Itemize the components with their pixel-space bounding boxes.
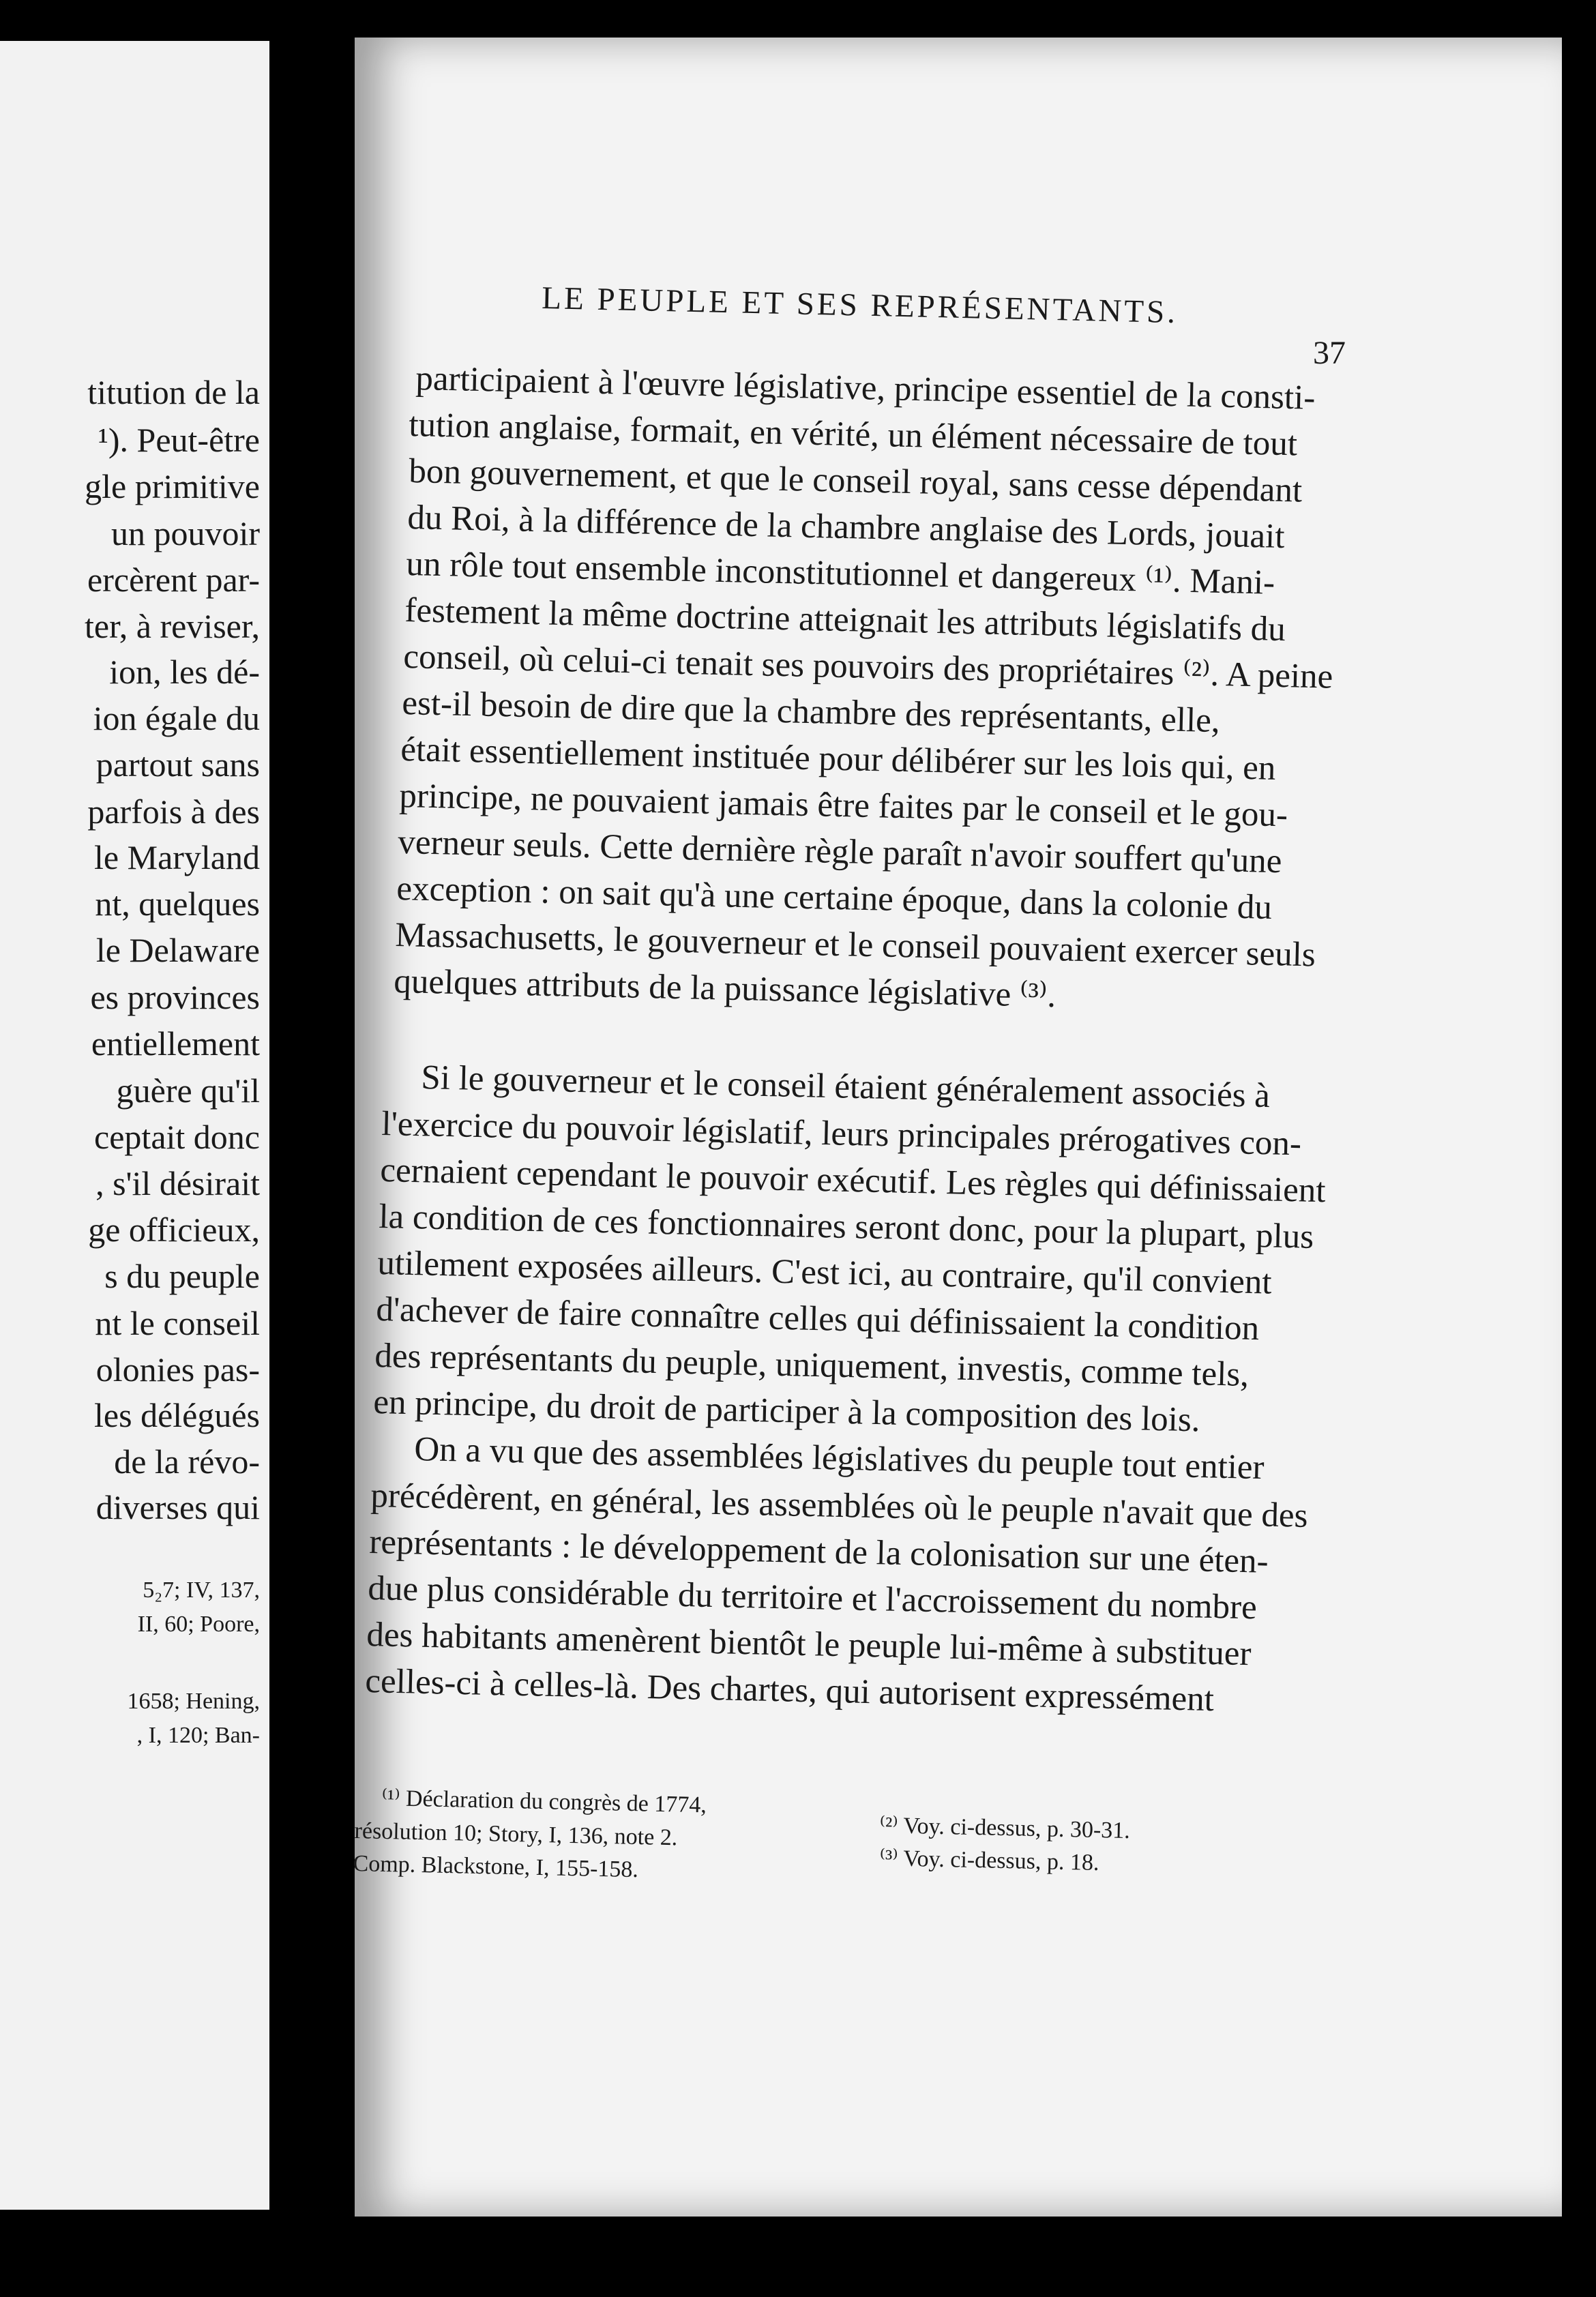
left-page-line: ¹). Peut-être xyxy=(98,421,260,459)
left-page-line: ge officieux, xyxy=(88,1211,260,1249)
text-line: verneur seuls. Cette dernière règle paraît n'avoir souffert qu'une xyxy=(397,823,1282,881)
left-page-line: nt, quelques xyxy=(95,885,260,923)
text-line: conseil, où celui-ci tenait ses pouvoirs des propriétaires ⁽²⁾. A peine xyxy=(402,638,1333,696)
footnote-line: ⁽²⁾ Voy. ci-dessus, p. 30-31. xyxy=(879,1813,1131,1844)
running-header: LE PEUPLE ET SES REPRÉSENTANTS. xyxy=(541,280,1179,331)
left-page-line: les délégués xyxy=(94,1396,260,1434)
text-line: des habitants amenèrent bientôt le peuple lui-même à substituer xyxy=(366,1616,1252,1674)
left-page-line: s du peuple xyxy=(104,1257,260,1295)
left-page-line: guère qu'il xyxy=(116,1071,260,1110)
text-line: tution anglaise, formait, en vérité, un élément nécessaire de tout xyxy=(408,406,1298,464)
left-page-line: parfois à des xyxy=(87,792,260,831)
text-line: festement la même doctrine atteignait les attributs législatifs du xyxy=(404,591,1286,649)
text-line: la condition de ces fonctionnaires seront donc, pour la plupart, plus xyxy=(378,1198,1314,1256)
text-line: exception : on sait qu'à une certaine époque, dans la colonie du xyxy=(396,870,1273,927)
text-line: d'achever de faire connaître celles qui définissaient la condition xyxy=(375,1290,1260,1348)
left-page-line: olonies pas- xyxy=(95,1350,260,1389)
left-page-line: ion, les dé- xyxy=(109,653,260,691)
left-page-footnote: II, 60; Poore, xyxy=(137,1612,260,1637)
text-line: participaient à l'œuvre législative, principe essentiel de la consti- xyxy=(415,359,1316,417)
footnote-line: ⁽¹⁾ Déclaration du congrès de 1774, xyxy=(381,1785,707,1818)
left-page-line: , s'il désirait xyxy=(95,1164,260,1202)
text-line: Massachusetts, le gouverneur et le conseil pouvaient exercer seuls xyxy=(394,916,1316,975)
left-page-line: ion égale du xyxy=(93,699,260,737)
left-page-line: le Maryland xyxy=(94,838,260,876)
text-line: Si le gouverneur et le conseil étaient généralement associés à xyxy=(420,1058,1271,1116)
text-line: est-il besoin de dire que la chambre des représentants, elle, xyxy=(401,684,1221,741)
text-line: l'exercice du pouvoir législatif, leurs principales prérogatives con- xyxy=(381,1105,1302,1164)
left-page-line: diverses qui xyxy=(95,1488,260,1526)
left-page-line: ceptait donc xyxy=(94,1118,260,1156)
left-page-line: de la révo- xyxy=(114,1442,260,1481)
text-line: utilement exposées ailleurs. C'est ici, au contraire, qu'il convient xyxy=(376,1244,1273,1302)
footnote-line: Comp. Blackstone, I, 155-158. xyxy=(353,1851,639,1883)
text-line: en principe, du droit de participer à la composition des lois. xyxy=(372,1383,1201,1440)
left-page-line: ter, à reviser, xyxy=(85,607,260,645)
text-line: représentants : le développement de la colonisation sur une éten- xyxy=(368,1523,1269,1581)
text-line: On a vu que des assemblées législatives du peuple tout entier xyxy=(413,1430,1265,1487)
page-number: 37 xyxy=(1313,335,1346,371)
text-line: un rôle tout ensemble inconstitutionnel et dangereux ⁽¹⁾. Mani- xyxy=(405,545,1275,602)
left-page-line: es provinces xyxy=(90,978,260,1016)
text-line: du Roi, à la différence de la chambre anglaise des Lords, jouait xyxy=(407,499,1286,557)
left-page-line: un pouvoir xyxy=(110,514,260,552)
text-line: bon gouvernement, et que le conseil royal, sans cesse dépendant xyxy=(408,452,1303,510)
footnote-line: résolution 10; Story, I, 136, note 2. xyxy=(354,1818,678,1851)
left-page-footnote: 1658; Hening, xyxy=(127,1689,260,1714)
text-line: était essentiellement instituée pour délibérer sur les lois qui, en xyxy=(400,730,1276,788)
left-page-line: titution de la xyxy=(87,373,260,411)
text-line: quelques attributs de la puissance législative ⁽³⁾. xyxy=(393,962,1056,1016)
left-page-footnote: , I, 120; Ban- xyxy=(136,1723,260,1748)
left-page-footnote: 5₂7; IV, 137, xyxy=(143,1577,260,1603)
left-page-line: ercèrent par- xyxy=(87,561,260,599)
text-line: cernaient cependant le pouvoir exécutif. Les règles qui définissaient xyxy=(379,1151,1327,1211)
left-page-line: entiellement xyxy=(91,1024,260,1063)
left-page-line: gle primitive xyxy=(85,467,260,505)
text-line: précédèrent, en général, les assemblées où le peuple n'avait que des xyxy=(370,1477,1309,1535)
left-page-line: nt le conseil xyxy=(95,1304,260,1342)
text-line: due plus considérable du territoire et l'accroissement du nombre xyxy=(367,1569,1258,1627)
left-page-line: partout sans xyxy=(95,745,260,784)
footnote-line: ⁽³⁾ Voy. ci-dessus, p. 18. xyxy=(879,1846,1099,1876)
text-line: principe, ne pouvaient jamais être faites par le conseil et le gou- xyxy=(398,777,1288,835)
text-line: celles-ci à celles-là. Des chartes, qui autorisent expressément xyxy=(364,1662,1215,1719)
left-page-line: le Delaware xyxy=(95,931,260,969)
text-line: des représentants du peuple, uniquement, investis, comme tels, xyxy=(374,1337,1250,1394)
